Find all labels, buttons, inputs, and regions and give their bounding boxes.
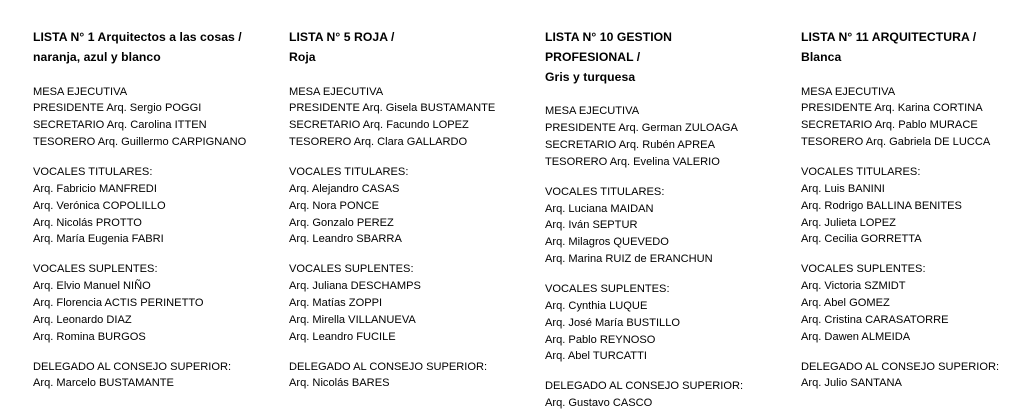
section-vocales-titulares	[289, 164, 506, 248]
list-item: PRESIDENTE Arq. Sergio POGGI	[33, 102, 202, 115]
list-title-4	[801, 28, 1018, 68]
list-item: Arq. Mirella VILLANUEVA	[289, 313, 416, 326]
list-title-1-line1: LISTA N° 1 Arquitectos a las cosas /	[33, 30, 242, 44]
section-vocales-suplentes	[289, 261, 506, 345]
section-mesa-ejecutiva	[545, 103, 762, 170]
list-title-1-line2: naranja, azul y blanco	[33, 49, 161, 64]
section-heading: DELEGADO AL CONSEJO SUPERIOR:	[289, 360, 488, 373]
list-title-2-line1: LISTA N° 5 ROJA /	[289, 30, 395, 44]
section-vocales-titulares	[801, 164, 1018, 248]
section-heading: VOCALES SUPLENTES:	[33, 263, 158, 276]
list-item: Arq. Victoria SZMIDT	[801, 280, 906, 293]
list-title-1	[33, 28, 250, 68]
list-item: Arq. Julieta LOPEZ	[801, 216, 896, 229]
lists-columns	[0, 28, 1024, 412]
list-item: Arq. Nicolás PROTTO	[33, 216, 142, 229]
section-delegado-consejo-superior	[545, 378, 762, 412]
list-item: Arq. Nora PONCE	[289, 199, 380, 212]
list-item: Arq. Pablo REYNOSO	[545, 333, 656, 346]
list-item: Arq. Gonzalo PEREZ	[289, 216, 394, 229]
list-item: TESORERO Arq. Evelina VALERIO	[545, 155, 720, 168]
section-heading: MESA EJECUTIVA	[801, 85, 896, 98]
list-item: PRESIDENTE Arq. German ZULOAGA	[545, 122, 738, 135]
section-heading: VOCALES TITULARES:	[801, 165, 921, 178]
list-title-3-line1: LISTA N° 10 GESTION PROFESIONAL /	[545, 30, 673, 64]
list-item: Arq. Luis BANINI	[801, 182, 885, 195]
list-item: Arq. Iván SEPTUR	[545, 219, 638, 232]
list-item: SECRETARIO Arq. Facundo LOPEZ	[289, 119, 469, 132]
section-heading: MESA EJECUTIVA	[545, 105, 640, 118]
section-heading: DELEGADO AL CONSEJO SUPERIOR:	[801, 360, 1000, 373]
list-column-1	[0, 28, 256, 392]
section-heading: MESA EJECUTIVA	[33, 85, 128, 98]
list-item: Arq. Juliana DESCHAMPS	[289, 280, 421, 293]
list-item: Arq. Milagros QUEVEDO	[545, 236, 669, 249]
list-item: Arq. Rodrigo BALLINA BENITES	[801, 199, 962, 212]
list-title-3-line2: Gris y turquesa	[545, 69, 636, 84]
section-mesa-ejecutiva	[801, 84, 1018, 151]
section-vocales-suplentes	[545, 281, 762, 365]
list-item: Arq. Julio SANTANA	[801, 377, 902, 390]
section-heading: VOCALES SUPLENTES:	[545, 283, 670, 296]
list-item: Arq. Marina RUIZ de ERANCHUN	[545, 253, 713, 266]
list-item: Arq. Gustavo CASCO	[545, 397, 653, 410]
list-column-3	[512, 28, 768, 412]
section-heading: VOCALES TITULARES:	[545, 185, 665, 198]
list-item: TESORERO Arq. Clara GALLARDO	[289, 136, 468, 149]
section-heading: VOCALES TITULARES:	[33, 165, 153, 178]
list-title-3	[545, 28, 762, 87]
section-heading: MESA EJECUTIVA	[289, 85, 384, 98]
section-mesa-ejecutiva	[33, 84, 250, 151]
list-title-4-line2: Blanca	[801, 49, 842, 64]
list-item: Arq. Dawen ALMEIDA	[801, 330, 911, 343]
list-item: Arq. Cynthia LUQUE	[545, 299, 648, 312]
list-item: TESORERO Arq. Gabriela DE LUCCA	[801, 136, 991, 149]
section-heading: VOCALES SUPLENTES:	[289, 263, 414, 276]
list-item: Arq. Verónica COPOLILLO	[33, 199, 166, 212]
list-item: Arq. Luciana MAIDAN	[545, 202, 654, 215]
list-item: TESORERO Arq. Guillermo CARPIGNANO	[33, 136, 247, 149]
list-column-4	[768, 28, 1024, 392]
section-mesa-ejecutiva	[289, 84, 506, 151]
section-heading: DELEGADO AL CONSEJO SUPERIOR:	[33, 360, 232, 373]
list-item: Arq. Leandro SBARRA	[289, 233, 402, 246]
section-vocales-titulares	[33, 164, 250, 248]
section-vocales-suplentes	[33, 261, 250, 345]
list-item: Arq. José María BUSTILLO	[545, 316, 681, 329]
list-item: Arq. Fabricio MANFREDI	[33, 182, 157, 195]
section-heading: VOCALES TITULARES:	[289, 165, 409, 178]
list-item: SECRETARIO Arq. Pablo MURACE	[801, 119, 978, 132]
list-item: Arq. Matías ZOPPI	[289, 296, 383, 309]
list-item: Arq. María Eugenia FABRI	[33, 233, 164, 246]
list-title-2	[289, 28, 506, 68]
list-title-4-line1: LISTA N° 11 ARQUITECTURA /	[801, 30, 977, 44]
list-item: Arq. Leandro FUCILE	[289, 330, 396, 343]
list-item: Arq. Leonardo DIAZ	[33, 313, 132, 326]
section-delegado-consejo-superior	[33, 359, 250, 393]
list-item: PRESIDENTE Arq. Gisela BUSTAMANTE	[289, 102, 496, 115]
list-item: PRESIDENTE Arq. Karina CORTINA	[801, 102, 983, 115]
list-item: Arq. Alejandro CASAS	[289, 182, 400, 195]
list-item: SECRETARIO Arq. Rubén APREA	[545, 139, 715, 152]
section-vocales-titulares	[545, 184, 762, 268]
section-heading: VOCALES SUPLENTES:	[801, 263, 926, 276]
list-item: Arq. Marcelo BUSTAMANTE	[33, 377, 174, 390]
list-item: Arq. Abel TURCATTI	[545, 350, 647, 363]
section-delegado-consejo-superior	[289, 359, 506, 393]
list-item: Arq. Florencia ACTIS PERINETTO	[33, 296, 204, 309]
section-delegado-consejo-superior	[801, 359, 1018, 393]
list-item: Arq. Cristina CARASATORRE	[801, 313, 949, 326]
list-item: Arq. Romina BURGOS	[33, 330, 146, 343]
section-vocales-suplentes	[801, 261, 1018, 345]
list-item: Arq. Abel GOMEZ	[801, 296, 890, 309]
list-item: Arq. Nicolás BARES	[289, 377, 390, 390]
list-column-2	[256, 28, 512, 392]
list-item: SECRETARIO Arq. Carolina ITTEN	[33, 119, 207, 132]
section-heading: DELEGADO AL CONSEJO SUPERIOR:	[545, 380, 744, 393]
list-item: Arq. Elvio Manuel NIÑO	[33, 280, 151, 293]
list-item: Arq. Cecilia GORRETTA	[801, 233, 922, 246]
list-title-2-line2: Roja	[289, 49, 316, 64]
